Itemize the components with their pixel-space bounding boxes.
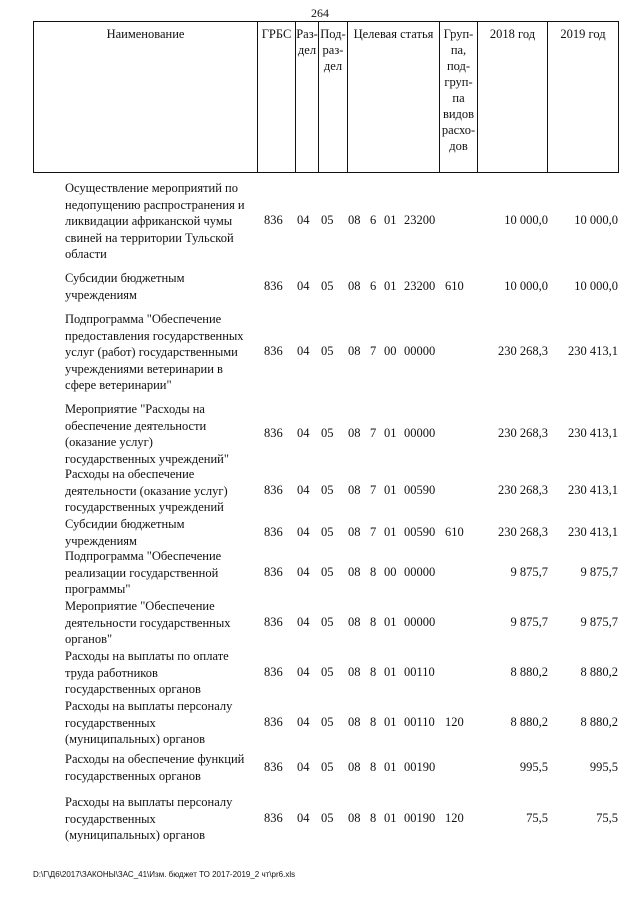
cell-target-direction: 00590 — [404, 482, 436, 497]
cell-target-program: 08 — [348, 426, 361, 440]
cell-razdel: 04 — [297, 664, 310, 679]
cell-name-line: Мероприятие "Обеспечение — [65, 599, 215, 613]
header-podrazdel-line: Под- — [320, 27, 346, 41]
cell-name — [65, 516, 258, 549]
table-row — [0, 794, 640, 844]
file-path-footer: D:\Г\Д6\2017\ЗАКОНЫ\ЗАС_41\Изм. бюджет ТО 2017-2019_2 чт\pr6.xls — [33, 870, 296, 879]
cell-razdel: 04 — [297, 344, 310, 359]
cell-target-direction: 00190 — [404, 759, 436, 774]
cell-target-program: 08 — [348, 524, 361, 539]
cell-target-direction: 00000 — [404, 426, 436, 440]
cell-target-program: 08 — [348, 810, 361, 825]
cell-name-line: Подпрограмма "Обеспечение — [65, 312, 222, 326]
cell-expense-type: 120 — [445, 810, 464, 825]
header-group-line: расхо- — [441, 123, 476, 137]
cell-target-direction: 00000 — [404, 564, 436, 579]
header-podrazdel — [318, 22, 347, 172]
cell-target-event: 01 — [384, 426, 397, 440]
cell-amount-2019: 230 413,1 — [568, 344, 618, 359]
cell-name-line: Расходы на выплаты персоналу — [65, 795, 233, 809]
cell-target-direction: 00590 — [404, 524, 436, 539]
cell-amount-2019: 9 875,7 — [580, 614, 618, 629]
cell-podrazdel: 05 — [321, 278, 334, 293]
header-razdel — [295, 22, 318, 172]
header-podrazdel-line: раз- — [322, 43, 344, 57]
cell-razdel: 04 — [297, 714, 310, 729]
cell-target-program: 08 — [348, 482, 361, 497]
cell-grbs: 836 — [264, 714, 283, 729]
cell-name-line: услуг (работ) государственными — [65, 345, 238, 359]
cell-podrazdel: 05 — [321, 213, 334, 228]
cell-name-line: Осуществление мероприятий по — [65, 181, 238, 195]
cell-name-line: предоставления государственных — [65, 328, 244, 343]
cell-target-subprogram: 8 — [370, 759, 377, 774]
cell-name — [65, 270, 258, 303]
cell-amount-2018: 8 880,2 — [510, 714, 548, 729]
cell-name-line: Субсидии бюджетным — [65, 271, 185, 285]
cell-name-line: Расходы на выплаты по оплате — [65, 649, 229, 663]
cell-name-line: недопущению распространения и — [65, 197, 245, 212]
cell-grbs: 836 — [264, 614, 283, 629]
cell-grbs: 836 — [264, 482, 283, 497]
cell-name — [65, 698, 258, 748]
cell-amount-2018: 10 000,0 — [504, 278, 548, 293]
cell-target-direction: 00110 — [404, 714, 435, 729]
table-row — [0, 598, 640, 648]
cell-podrazdel: 05 — [321, 810, 334, 825]
cell-amount-2018: 9 875,7 — [510, 564, 548, 579]
cell-podrazdel: 05 — [321, 664, 334, 679]
cell-target-event: 01 — [384, 213, 397, 228]
cell-target-subprogram: 8 — [370, 810, 377, 825]
cell-amount-2019: 995,5 — [589, 759, 618, 774]
header-grbs: ГРБС — [257, 22, 295, 172]
cell-podrazdel: 05 — [321, 524, 334, 539]
cell-name-line: государственных учреждений — [65, 500, 224, 514]
cell-name-line: сфере ветеринарии" — [65, 378, 172, 392]
cell-name — [65, 598, 258, 648]
table-row — [0, 270, 640, 303]
cell-amount-2019: 9 875,7 — [580, 564, 618, 579]
cell-podrazdel: 05 — [321, 482, 334, 497]
cell-amount-2018: 8 880,2 — [510, 664, 548, 679]
cell-podrazdel: 05 — [321, 714, 334, 729]
cell-amount-2019: 8 880,2 — [580, 714, 618, 729]
cell-name-line: деятельности (оказание услуг) — [65, 483, 228, 498]
cell-target-event: 01 — [384, 482, 397, 497]
header-group-line: груп- — [444, 75, 473, 89]
cell-grbs: 836 — [264, 664, 283, 679]
cell-target-event: 01 — [384, 714, 397, 729]
cell-name-line: государственных учреждений" — [65, 451, 229, 466]
cell-grbs: 836 — [264, 344, 283, 359]
cell-amount-2018: 230 268,3 — [498, 426, 548, 440]
header-group-line: под- — [446, 59, 471, 73]
cell-razdel: 04 — [297, 278, 310, 293]
cell-name — [65, 311, 258, 394]
cell-target-direction: 00190 — [404, 810, 436, 825]
table-row — [0, 548, 640, 598]
cell-target-program: 08 — [348, 714, 361, 729]
cell-grbs: 836 — [264, 564, 283, 579]
cell-name-line: государственных — [65, 715, 156, 730]
cell-name-line: Мероприятие "Расходы на — [65, 402, 205, 416]
cell-target-subprogram: 8 — [370, 614, 377, 629]
table-row — [0, 751, 640, 784]
cell-amount-2018: 75,5 — [526, 810, 548, 825]
table-row — [0, 180, 640, 263]
cell-amount-2019: 230 413,1 — [568, 426, 618, 440]
cell-target-program: 08 — [348, 614, 361, 629]
cell-target-event: 00 — [384, 344, 397, 359]
cell-target-direction: 23200 — [404, 213, 436, 228]
cell-name-line: области — [65, 247, 107, 261]
cell-podrazdel: 05 — [321, 344, 334, 359]
cell-name — [65, 751, 258, 784]
cell-target-subprogram: 6 — [370, 278, 377, 293]
cell-razdel: 04 — [297, 810, 310, 825]
cell-target-subprogram: 8 — [370, 714, 377, 729]
cell-name-line: Расходы на выплаты персоналу — [65, 699, 233, 713]
cell-name-line: труда работников — [65, 665, 158, 680]
cell-razdel: 04 — [297, 482, 310, 497]
cell-name-line: деятельности государственных — [65, 615, 231, 630]
cell-name-line: Субсидии бюджетным — [65, 517, 185, 531]
cell-name-line: (муниципальных) органов — [65, 732, 206, 746]
cell-name-line: учреждениям — [65, 287, 137, 302]
table-row — [0, 466, 640, 516]
cell-name — [65, 548, 258, 598]
header-razdel-line: Раз- — [296, 27, 318, 41]
cell-name-line: учреждениям — [65, 533, 137, 548]
cell-name — [65, 180, 258, 263]
header-name: Наименование — [33, 22, 257, 172]
table-header — [33, 21, 619, 173]
cell-target-direction: 00110 — [404, 664, 435, 679]
cell-amount-2018: 230 268,3 — [498, 524, 548, 539]
header-2019: 2019 год — [547, 22, 619, 172]
cell-target-subprogram: 6 — [370, 213, 377, 228]
cell-razdel: 04 — [297, 564, 310, 579]
cell-name-line: обеспечение деятельности — [65, 418, 207, 433]
cell-razdel: 04 — [297, 426, 310, 440]
page-number: 264 — [311, 6, 329, 20]
header-group-line: дов — [449, 139, 468, 153]
cell-grbs: 836 — [264, 213, 283, 228]
cell-grbs: 836 — [264, 810, 283, 825]
cell-target-subprogram: 8 — [370, 564, 377, 579]
cell-name — [65, 401, 258, 467]
cell-target-subprogram: 7 — [370, 426, 377, 440]
cell-name — [65, 794, 258, 844]
header-group-line: па, — [450, 43, 467, 57]
cell-target-program: 08 — [348, 213, 361, 228]
cell-name-line: ликвидации африканской чумы — [65, 214, 233, 228]
cell-target-subprogram: 8 — [370, 664, 377, 679]
table-row — [0, 698, 640, 748]
cell-target-event: 01 — [384, 278, 397, 293]
cell-name-line: (оказание услуг) — [65, 435, 153, 449]
cell-target-event: 01 — [384, 524, 397, 539]
cell-name — [65, 466, 258, 516]
cell-razdel: 04 — [297, 759, 310, 774]
cell-amount-2019: 230 413,1 — [568, 482, 618, 497]
cell-grbs: 836 — [264, 524, 283, 539]
cell-amount-2019: 10 000,0 — [574, 278, 618, 293]
cell-target-program: 08 — [348, 759, 361, 774]
header-2018: 2018 год — [477, 22, 547, 172]
cell-amount-2019: 230 413,1 — [568, 524, 618, 539]
table-row — [0, 401, 640, 467]
cell-target-subprogram: 7 — [370, 344, 377, 359]
cell-razdel: 04 — [297, 213, 310, 228]
cell-grbs: 836 — [264, 759, 283, 774]
cell-target-direction: 23200 — [404, 278, 436, 293]
cell-amount-2019: 10 000,0 — [574, 213, 618, 228]
cell-amount-2018: 10 000,0 — [504, 213, 548, 228]
cell-target-event: 01 — [384, 614, 397, 629]
header-group-line: па — [452, 91, 465, 105]
header-podrazdel-line: дел — [323, 59, 343, 73]
cell-expense-type: 610 — [445, 278, 464, 293]
cell-amount-2018: 9 875,7 — [510, 614, 548, 629]
table-row — [0, 516, 640, 549]
cell-podrazdel: 05 — [321, 614, 334, 629]
cell-razdel: 04 — [297, 614, 310, 629]
cell-podrazdel: 05 — [321, 426, 334, 440]
cell-target-program: 08 — [348, 664, 361, 679]
cell-name-line: учреждениями ветеринарии в — [65, 361, 223, 376]
cell-target-event: 01 — [384, 759, 397, 774]
cell-name-line: органов" — [65, 632, 113, 646]
cell-name-line: (муниципальных) органов — [65, 828, 206, 842]
cell-amount-2018: 230 268,3 — [498, 482, 548, 497]
cell-target-direction: 00000 — [404, 344, 436, 359]
header-group-line: Груп- — [443, 27, 474, 41]
cell-amount-2019: 75,5 — [596, 810, 618, 825]
table-row — [0, 311, 640, 394]
cell-amount-2019: 8 880,2 — [580, 664, 618, 679]
cell-podrazdel: 05 — [321, 759, 334, 774]
header-target-article: Целевая статья — [347, 22, 439, 172]
cell-expense-type: 120 — [445, 714, 464, 729]
cell-name-line: государственных органов — [65, 682, 201, 696]
header-razdel-line: дел — [297, 43, 317, 57]
cell-target-subprogram: 7 — [370, 524, 377, 539]
cell-name-line: свиней на территории Тульской — [65, 230, 234, 245]
cell-target-event: 01 — [384, 810, 397, 825]
cell-name-line: государственных органов — [65, 768, 201, 783]
cell-name-line: Расходы на обеспечение функций — [65, 752, 245, 766]
cell-target-direction: 00000 — [404, 614, 436, 629]
cell-name-line: программы" — [65, 582, 131, 596]
cell-podrazdel: 05 — [321, 564, 334, 579]
cell-target-event: 01 — [384, 664, 397, 679]
cell-expense-type: 610 — [445, 524, 464, 539]
header-expense-group — [439, 22, 477, 172]
table-row — [0, 648, 640, 698]
cell-name-line: Подпрограмма "Обеспечение — [65, 549, 222, 563]
cell-name-line: государственных — [65, 811, 156, 826]
cell-amount-2018: 995,5 — [519, 759, 548, 774]
cell-target-program: 08 — [348, 564, 361, 579]
cell-amount-2018: 230 268,3 — [498, 344, 548, 359]
cell-name-line: Расходы на обеспечение — [65, 467, 195, 481]
cell-name-line: реализации государственной — [65, 565, 219, 580]
cell-razdel: 04 — [297, 524, 310, 539]
cell-target-program: 08 — [348, 278, 361, 293]
header-group-line: видов — [442, 107, 475, 121]
cell-target-subprogram: 7 — [370, 482, 377, 497]
cell-target-program: 08 — [348, 344, 361, 359]
cell-name — [65, 648, 258, 698]
cell-target-event: 00 — [384, 564, 397, 579]
cell-grbs: 836 — [264, 426, 283, 440]
cell-grbs: 836 — [264, 278, 283, 293]
